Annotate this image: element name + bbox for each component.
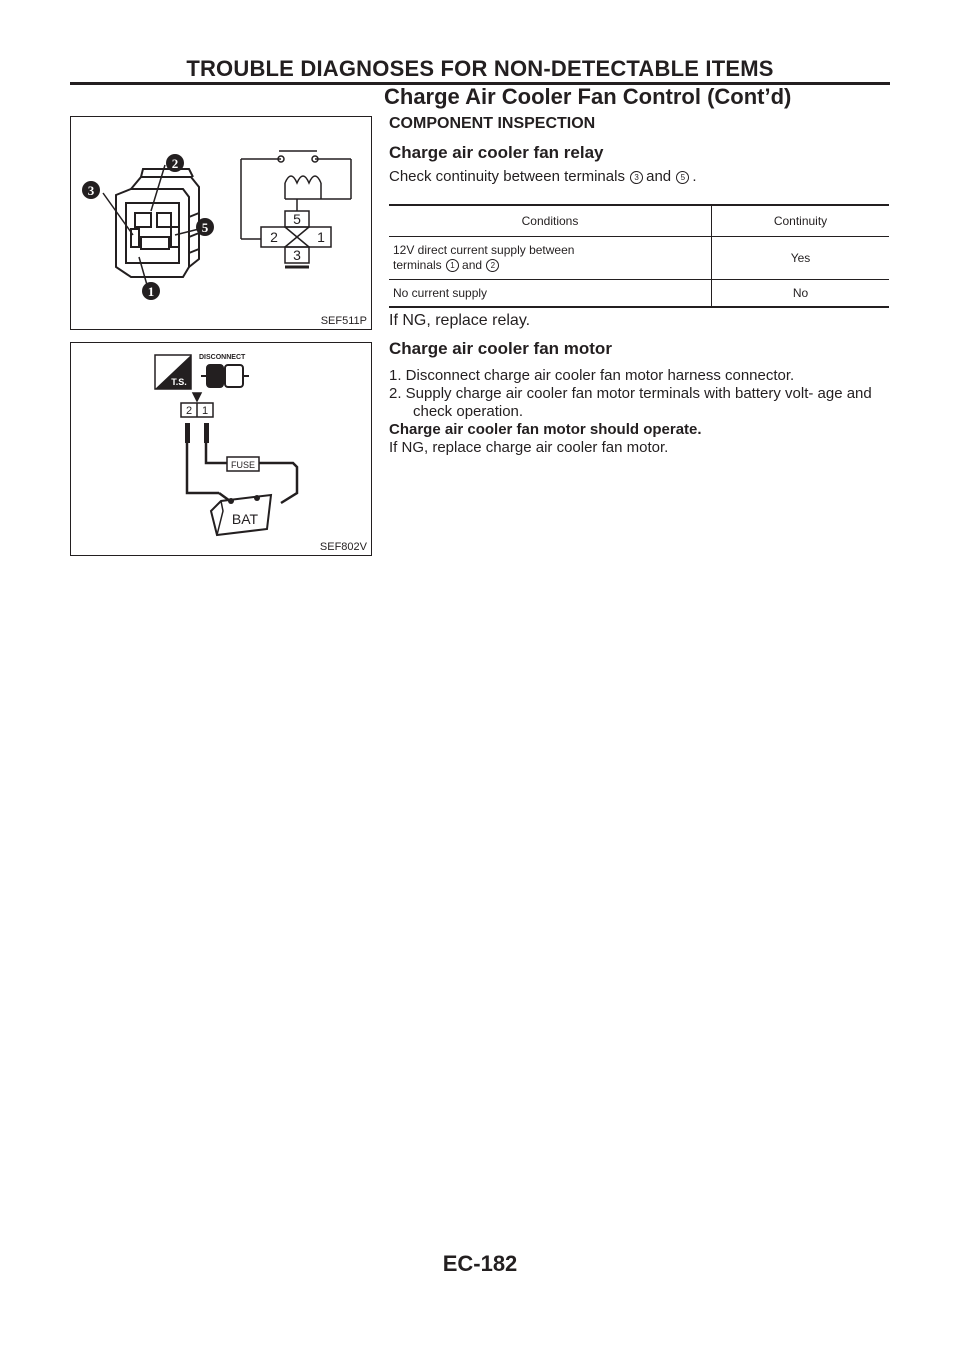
- table-row: No current supply No: [389, 280, 889, 308]
- terminal-3: 3: [293, 247, 301, 263]
- pin-2: 2: [185, 405, 193, 417]
- relay-figure: [70, 116, 372, 330]
- relay-check-text: Check continuity between terminals 3 and 5 .: [389, 168, 697, 185]
- connector-icon: [201, 365, 249, 387]
- motor-result: Charge air cooler fan motor should operate.: [389, 421, 702, 438]
- callout-1: 1: [147, 284, 155, 299]
- callout-2: 2: [171, 156, 179, 171]
- terminal-5-circle: 5: [676, 171, 689, 184]
- disconnect-label: DISCONNECT: [199, 354, 246, 361]
- bat-label: BAT: [231, 511, 259, 527]
- motor-title: Charge air cooler fan motor: [389, 339, 612, 358]
- terminal-1: 1: [317, 229, 325, 245]
- component-inspection-title: COMPONENT INSPECTION: [389, 115, 596, 132]
- section-header: TROUBLE DIAGNOSES FOR NON-DETECTABLE ITEMS: [186, 56, 774, 81]
- terminal-3-circle: 3: [630, 171, 643, 184]
- step-1: 1. Disconnect charge air cooler fan motor harness connector.: [389, 367, 795, 384]
- ts-label: T.S.: [171, 377, 187, 387]
- step-2: 2. Supply charge air cooler fan motor terminals with battery volt- age and check operation.: [389, 385, 872, 420]
- fuse-icon: [227, 457, 259, 471]
- relay-diagram: [71, 117, 371, 329]
- relay-ng-text: If NG, replace relay.: [389, 312, 531, 329]
- table-row: 12V direct current supply between terminals 1 and 2 Yes: [389, 237, 889, 280]
- callout-5: 5: [201, 220, 209, 235]
- motor-test-diagram: [71, 343, 371, 555]
- pin-1: 1: [201, 405, 209, 417]
- fuse-label: FUSE: [230, 460, 256, 470]
- continuity-table: [389, 204, 889, 308]
- table-header-continuity: Continuity: [712, 205, 890, 237]
- callout-3: 3: [87, 183, 95, 198]
- figure-code: SEF511P: [320, 315, 367, 327]
- motor-figure: [70, 342, 372, 556]
- terminal-5: 5: [293, 211, 301, 227]
- table-header-conditions: Conditions: [389, 205, 712, 237]
- battery-icon: [211, 495, 271, 535]
- ts-icon: [155, 355, 191, 389]
- motor-ng-text: If NG, replace charge air cooler fan motor.: [389, 439, 669, 456]
- subsection-header: Charge Air Cooler Fan Control (Cont’d): [384, 84, 792, 109]
- terminal-2: 2: [270, 229, 278, 245]
- figure-code: SEF802V: [319, 541, 367, 553]
- motor-steps: [389, 367, 889, 457]
- relay-title: Charge air cooler fan relay: [389, 143, 604, 162]
- page-number: EC-182: [442, 1251, 518, 1276]
